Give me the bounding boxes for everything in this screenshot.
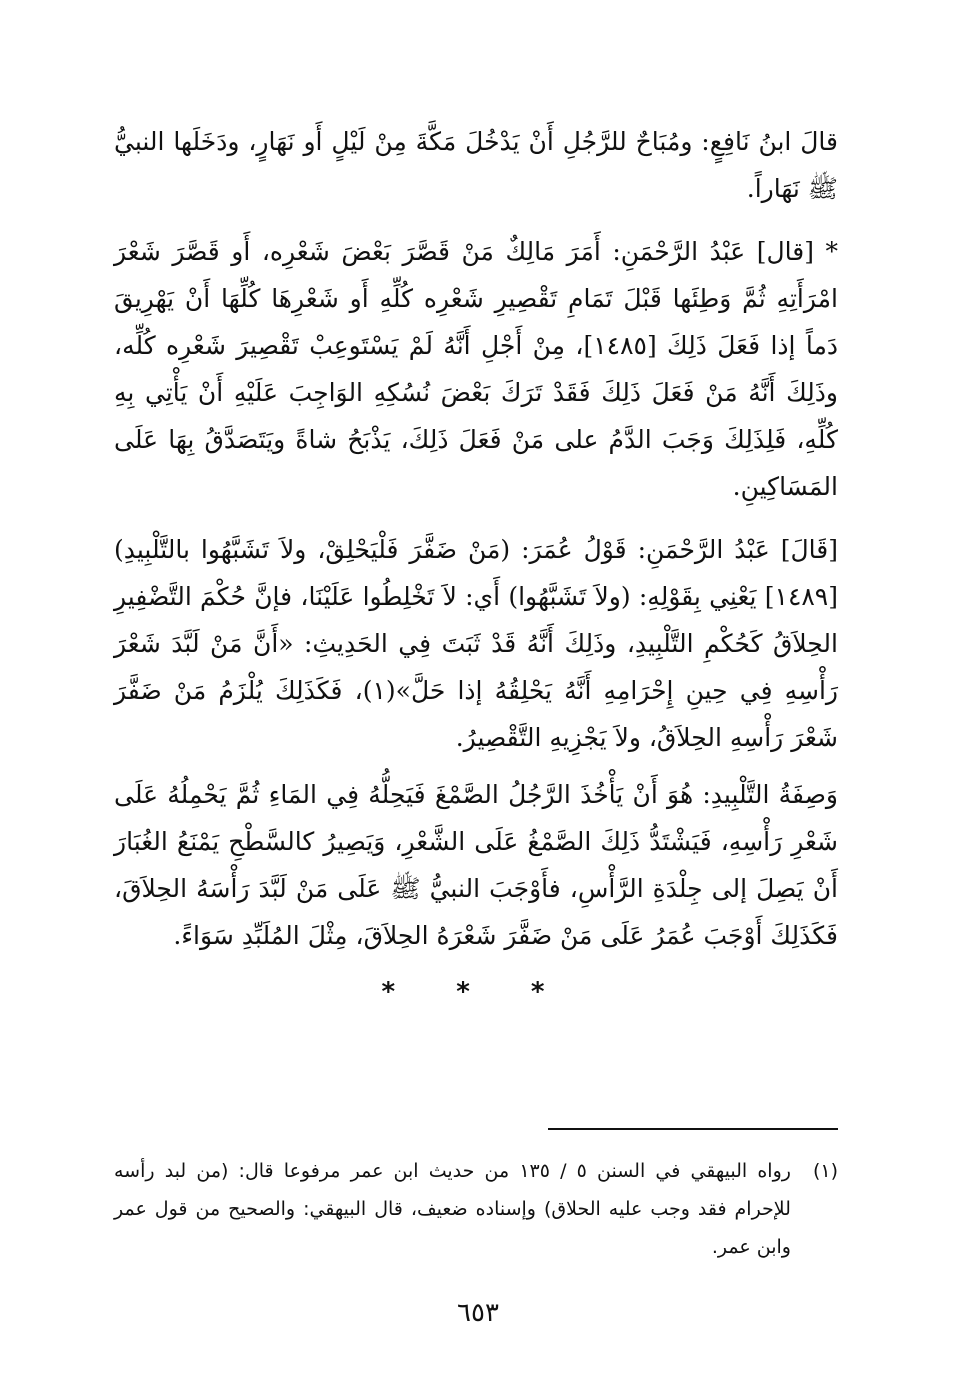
paragraph-malik-ruling: * [قال] عَبْدُ الرَّحْمَنِ: أَمَرَ مَالِكٌ مَنْ قَصَّرَ بَعْضَ شَعْرِه، أَو قَصَّرَ شَعْرَ امْرَأَتِهِ ثُمَّ وَطِئَها قَبْلَ تَمَامِ تَقْصِيرِ شَعْرِه كُلِّهِ أَو شَعْرِهَا كُلِّهَا أَنْ يَهْرِيقَ دَماً إذا فَعَلَ ذَلِكَ [١٤٨٥]، مِنْ أَجْلِ أَنَّهُ لَمْ يَسْتَوعِبْ تَقْصِيرَ شَعْرِه كُلِّه، وذَلِكَ أَنَّهُ مَنْ فَعَلَ ذَلِكَ فَقَدْ تَرَكَ بَعْضَ نُسُكِهِ الوَاجِبَ عَلَيْهِ أَنْ يَأْتِي بِهِ كُلِّهِ، فَلِذَلِكَ وَجَبَ الدَّمُ على مَنْ فَعَلَ ذَلِكَ، يَذْبَحُ شاةً ويَتَصَدَّقُ بِهَا عَلَى المَسَاكِينِ. (114, 237, 838, 501)
page-number: ٦٥٣ (457, 1298, 499, 1328)
main-text (114, 118, 838, 1016)
section-separator: * * * (381, 977, 571, 1007)
paragraph-umar-saying: [قَالَ] عَبْدُ الرَّحْمَنِ: قَوْلُ عُمَرَ: (مَنْ ضَفَّرَ فَلْيَحْلِقْ، ولاَ تَشَبَّهُوا بالتَّلْبِيدِ)[١٤٨٩] يَعْنِي بِقَوْلِهِ: (ولاَ تَشَبَّهُوا) أَي: لاَ تَخْلِطُوا عَلَيْنَا، فإنَّ حُكْمَ التَّضْفِيرِ الحِلاَقُ كَحُكْمِ التَّلْبِيدِ، وذَلِكَ أَنَّهُ قَدْ ثَبَتَ فِي الحَدِيثِ: «أَنَّ مَنْ لَبَّدَ شَعْرَ رَأْسِهِ فِي حِينِ إِحْرَامِهِ أَنَّهُ يَحْلِقُهُ إذا حَلَّ»(١)، فَكَذَلِكَ يُلْزَمُ مَنْ ضَفَّرَ شَعْرَ رَأْسِهِ الحِلاَقُ، ولاَ يَجْزِيهِ التَّقْصِيرُ. (114, 535, 839, 752)
footnote-rule (548, 1128, 838, 1130)
paragraph-talbid-description: وَصِفَةُ التَّلْبِيدِ: هُوَ أَنْ يَأْخُذَ الرَّجُلُ الصَّمْغَ فَيَحِلُّهُ فِي المَاءِ ثُمَّ يَحْمِلُهُ عَلَى شَعْرِ رَأْسِهِ، فَيَشْتَدُّ ذَلِكَ الصَّمْغُ عَلَى الشَّعْرِ، وَيَصِيرُ كالسَّطْحِ يَمْنَعُ الغُبَارَ أَنْ يَصِلَ إلى جِلْدَةِ الرَّأْسِ، فأَوْجَبَ النبيُّ ﷺ عَلَى مَنْ لَبَّدَ رَأْسَهُ الحِلاَقَ، فَكَذَلِكَ أَوْجَبَ عُمَرُ عَلَى مَنْ ضَفَّرَ شَعْرَهُ الحِلاَقَ، مِثْلَ المُلَبِّدِ سَوَاءً. (114, 780, 838, 950)
footnotes (114, 1152, 838, 1266)
footnote-item (114, 1152, 838, 1266)
paragraph-ibn-nafi: قالَ ابنُ نَافِعٍ: ومُبَاحٌ للرَّجُلِ أَنْ يَدْخُلَ مَكَّةَ مِنْ لَيْلٍ أَو نَهَارٍ، ودَخَلَها النبيُّ ﷺ نَهَاراً. (114, 127, 838, 203)
footnote-marker: (١) (812, 1160, 838, 1182)
footnote-text: رواه البيهقي في السنن ٥ / ١٣٥ من حديث ابن عمر مرفوعا قال: (من لبد رأسه للإحرام فقد وجب عليه الحلاق) وإسناده ضعيف، قال البيهقي: والصحيح من قول عمر وابن عمر. (114, 1160, 791, 1258)
